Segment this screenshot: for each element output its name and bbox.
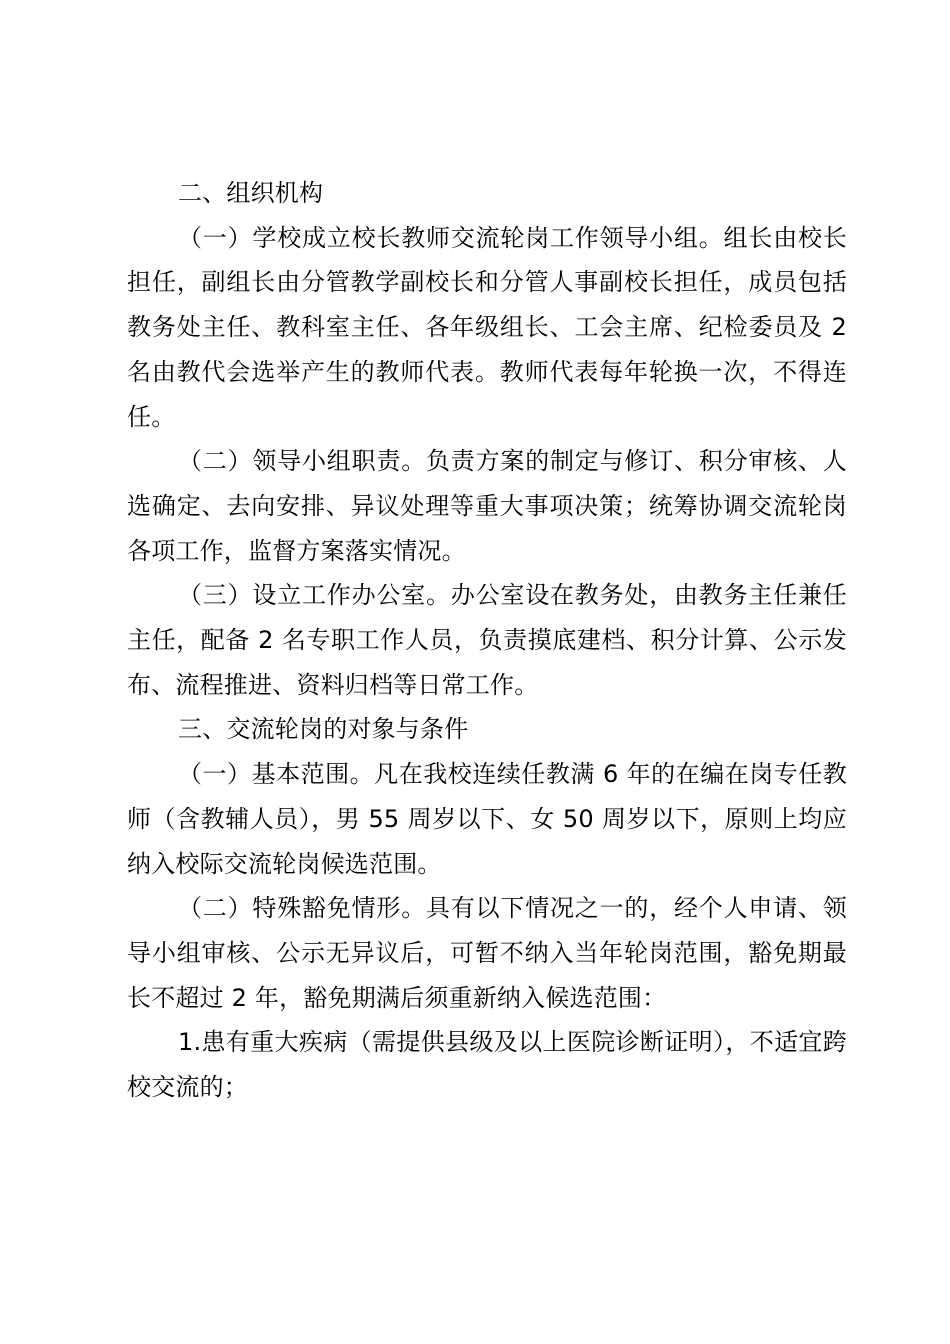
paragraph-group-duties: （二）领导小组职责。负责方案的制定与修订、积分审核、人选确定、去向安排、异议处理等重大事项决策；统筹协调交流轮岗各项工作，监督方案落实情况。: [127, 447, 847, 565]
paragraph-basic-scope: （一）基本范围。凡在我校连续任教满 6 年的在编在岗专任教师（含教辅人员），男 55 周岁以下、女 50 周岁以下，原则上均应纳入校际交流轮岗候选范围。: [127, 760, 847, 878]
paragraph-work-office: （三）设立工作办公室。办公室设在教务处，由教务主任兼任主任，配备 2 名专职工作人员，负责摸底建档、积分计算、公示发布、流程推进、资料归档等日常工作。: [127, 581, 847, 699]
paragraph-special-exemption: （二）特殊豁免情形。具有以下情况之一的，经个人申请、领导小组审核、公示无异议后，可暂不纳入当年轮岗范围，豁免期最长不超过 2 年，豁免期满后须重新纳入候选范围：: [127, 894, 847, 1012]
paragraph-exemption-item-1: 1.患有重大疾病（需提供县级及以上医院诊断证明），不适宜跨校交流的；: [127, 1028, 847, 1102]
section-heading-organization: 二、组织机构: [178, 179, 324, 207]
paragraph-leading-group: （一）学校成立校长教师交流轮岗工作领导小组。组长由校长担任，副组长由分管教学副校长和分管人事副校长担任，成员包括教务处主任、教科室主任、各年级组长、工会主席、纪检委员及 2 名由教代会选举产生的教师代表。教师代表每年轮换一次，不得连任。: [127, 223, 847, 431]
section-heading-targets-conditions: 三、交流轮岗的对象与条件: [178, 715, 469, 744]
document-body: [127, 171, 847, 1110]
